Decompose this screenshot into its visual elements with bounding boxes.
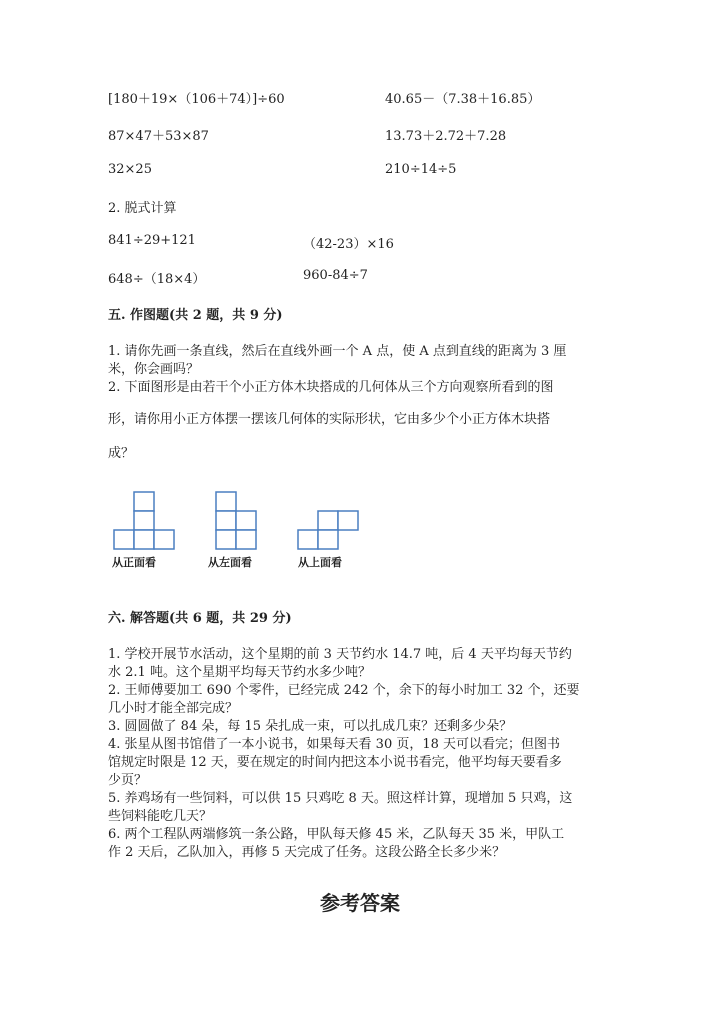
front-view-cell [134,511,154,530]
s6-line: 几小时才能全部完成？ [108,701,239,716]
left-view-cell [216,511,236,530]
section5-title: 五. 作图题(共 2 题，共 9 分) [108,308,283,323]
front-view-cell [114,530,134,549]
s5-q2-line1: 2. 下面图形是由若干个小正方体木块搭成的几何体从三个方向观察所看到的图 [108,380,554,395]
left-view-label: 从左面看 [208,556,252,569]
s6-line: 1. 学校开展节水活动，这个星期的前 3 天节约水 14.7 吨，后 4 天平均每天节约 [108,647,572,662]
s6-line: 馆规定时限是 12 天，要在规定的时间内把这本小说书看完，他平均每天要看多 [108,755,562,770]
s5-q1-line2: 米，你会画吗？ [108,362,200,377]
s5-q2-line3: 成？ [108,446,135,461]
front-view-shape [114,492,174,549]
top-view-cell [318,511,338,530]
step-left-1: 841÷29+121 [108,233,196,248]
front-view-cell [134,530,154,549]
top-view-cell [298,530,318,549]
s6-line: 2. 王师傅要加工 690 个零件，已经完成 242 个，余下的每小时加工 32 个，还要 [108,683,580,698]
answer-title: 参考答案 [320,891,400,915]
s6-line: 5. 养鸡场有一些饲料，可以供 15 只鸡吃 8 天。照这样计算，现增加 5 只鸡，这 [108,791,573,806]
step-heading: 2. 脱式计算 [108,201,177,216]
left-view-shape [216,492,256,549]
front-view-label: 从正面看 [112,556,156,569]
s6-line: 6. 两个工程队两端修筑一条公路，甲队每天修 45 米，乙队每天 35 米，甲队工 [108,827,565,842]
left-view-cell [216,492,236,511]
s6-line: 作 2 天后，乙队加入，再修 5 天完成了任务。这段公路全长多少米？ [108,845,506,860]
calc-left-3: 32×25 [108,162,152,177]
section6-title: 六. 解答题(共 6 题，共 29 分) [108,611,292,626]
top-view-cell [318,530,338,549]
top-view-cell [338,511,358,530]
s6-line: 水 2.1 吨。这个星期平均每天节约水多少吨？ [108,665,371,680]
calc-left-1: [180＋19×（106＋74）]÷60 [108,92,285,107]
front-view-cell [154,530,174,549]
three-view-figure [110,488,370,554]
calc-right-1: 40.65－（7.38＋16.85） [385,92,541,107]
step-left-2: 648÷（18×4） [108,272,206,287]
front-view-cell [134,492,154,511]
left-view-cell [236,511,256,530]
left-view-cell [216,530,236,549]
calc-right-2: 13.73＋2.72＋7.28 [385,129,507,144]
calc-right-3: 210÷14÷5 [385,162,457,177]
s5-q1-line1: 1. 请你先画一条直线，然后在直线外画一个 A 点，使 A 点到直线的距离为 3 厘 [108,344,567,359]
calc-left-2: 87×47＋53×87 [108,129,209,144]
step-right-2: 960-84÷7 [303,268,368,283]
step-right-1: （42-23）×16 [303,237,394,252]
s5-q2-line2: 形，请你用小正方体摆一摆该几何体的实际形状，它由多少个小正方体木块搭 [108,412,551,427]
s6-line: 4. 张星从图书馆借了一本小说书，如果每天看 30 页，18 天可以看完；但图书 [108,737,561,752]
top-view-shape [298,511,358,549]
s6-line: 3. 圆圆做了 84 朵，每 15 朵扎成一束，可以扎成几束？还剩多少朵？ [108,719,513,734]
left-view-cell [236,530,256,549]
s6-line: 少页？ [108,773,148,788]
top-view-label: 从上面看 [298,556,342,569]
s6-line: 些饲料能吃几天？ [108,809,213,824]
